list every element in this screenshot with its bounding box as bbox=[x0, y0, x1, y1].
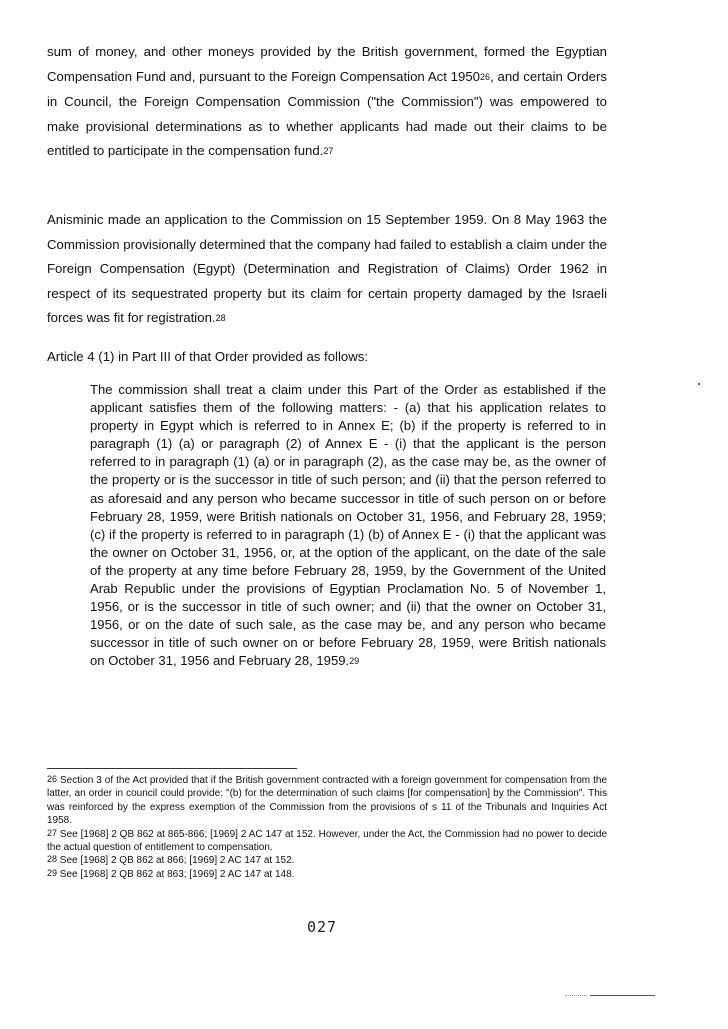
footnote-ref-29[interactable]: 29 bbox=[349, 656, 360, 667]
footnote-29 bbox=[47, 868, 607, 881]
body-paragraph-2 bbox=[47, 208, 607, 332]
footnote-number: 28 bbox=[47, 854, 58, 865]
footnote-number: 26 bbox=[47, 774, 58, 784]
footnote-text: See [1968] 2 QB 862 at 866; [1969] 2 AC 147 at 152. bbox=[57, 855, 295, 867]
page-number: 027 bbox=[307, 918, 338, 936]
footnote-28 bbox=[47, 854, 607, 867]
footnote-text: See [1968] 2 QB 862 at 863; [1969] 2 AC 147 at 148. bbox=[57, 868, 295, 880]
paragraph-text: Article 4 (1) in Part III of that Order provided as follows: bbox=[47, 349, 369, 364]
footnote-27 bbox=[47, 828, 607, 855]
footnote-number: 27 bbox=[47, 827, 58, 838]
footnote-ref-28[interactable]: 28 bbox=[215, 313, 226, 323]
footnote-ref-27[interactable]: 27 bbox=[323, 146, 334, 156]
paragraph-text: sum of money, and other moneys provided by the British government, formed the Egyptian Compensation Fund and, pursuant to the Foreign Compensation Act 1950 bbox=[47, 44, 607, 84]
footnote-ref-26[interactable]: 26 bbox=[480, 71, 491, 82]
block-quote bbox=[90, 381, 606, 672]
paragraph-text: Anisminic made an application to the Commission on 15 September 1959. On 8 May 1963 the Commission provisionally determined that the company had failed to establish a claim under the Foreign Compensation (Egypt) (Determination and Registration of Claims) Order 1962 in respect of its sequestrated property but its claim for certain property damaged by the Israeli forces was fit for registration. bbox=[47, 212, 607, 325]
footnote-divider bbox=[47, 768, 297, 769]
body-paragraph-3 bbox=[47, 345, 368, 370]
footnotes bbox=[47, 774, 607, 881]
scan-mark bbox=[565, 995, 587, 996]
footnote-text: Section 3 of the Act provided that if the British government contracted with a foreign government for compensation from the latter, an order in council could provide: "(b) for the determination of such claims [for compensation] by the Commission". This was reinforced by the express exemption of the Commission from the provisions of s 11 of the Tribunals and Inquiries Act 1958. bbox=[47, 775, 607, 827]
footnote-text: See [1968] 2 QB 862 at 865-866; [1969] 2 AC 147 at 152. However, under the Act, the Commission had no power to decide the actual question of entitlement to compensation. bbox=[47, 828, 607, 854]
scan-line bbox=[590, 995, 655, 996]
footnote-26 bbox=[47, 774, 607, 828]
quote-text: The commission shall treat a claim under this Part of the Order as established if the applicant satisfies them of the following matters: - (a) that his application relates to property in Egypt which is referred to in Annex E; (b) if the property is referred to in paragraph (1) (a) or paragraph (2) of Annex E - (i) that the applicant is the person referred to in paragraph (1) (a) or in paragraph (2), as the case may be, as the owner of the property or is the successor in title of such person; and (ii) that the person referred to as aforesaid and any person who became successor in title of such person on or before February 28, 1959, were British nationals on October 31, 1956, and February 28, 1959; (c) if the property is referred to in paragraph (1) (b) of Annex E - (i) that the applicant was the owner on October 31, 1956, or, at the option of the applicant, on the date of the sale of the property at any time before February 28, 1959, by the Government of the United Arab Republic under the provisions of Egyptian Proclamation No. 5 of November 1, 1956, or is the successor in title of such owner; and (ii) that the owner on October 31, 1956, or on the date of such sale, as the case may be, and any person who became successor in title of such owner on or before February 28, 1959, were British nationals on October 31, 1956 and February 28, 1959. bbox=[90, 382, 606, 669]
paragraph-text: , and certain Orders in Council, the Foreign Compensation Commission ("the Commission") was empowered to make provisional determinations as to whether applicants had made out their claims to be entitled to participate in the compensation fund. bbox=[47, 68, 607, 158]
scan-mark bbox=[698, 383, 700, 385]
body-paragraph-1 bbox=[47, 40, 607, 165]
footnote-number: 29 bbox=[47, 867, 58, 878]
